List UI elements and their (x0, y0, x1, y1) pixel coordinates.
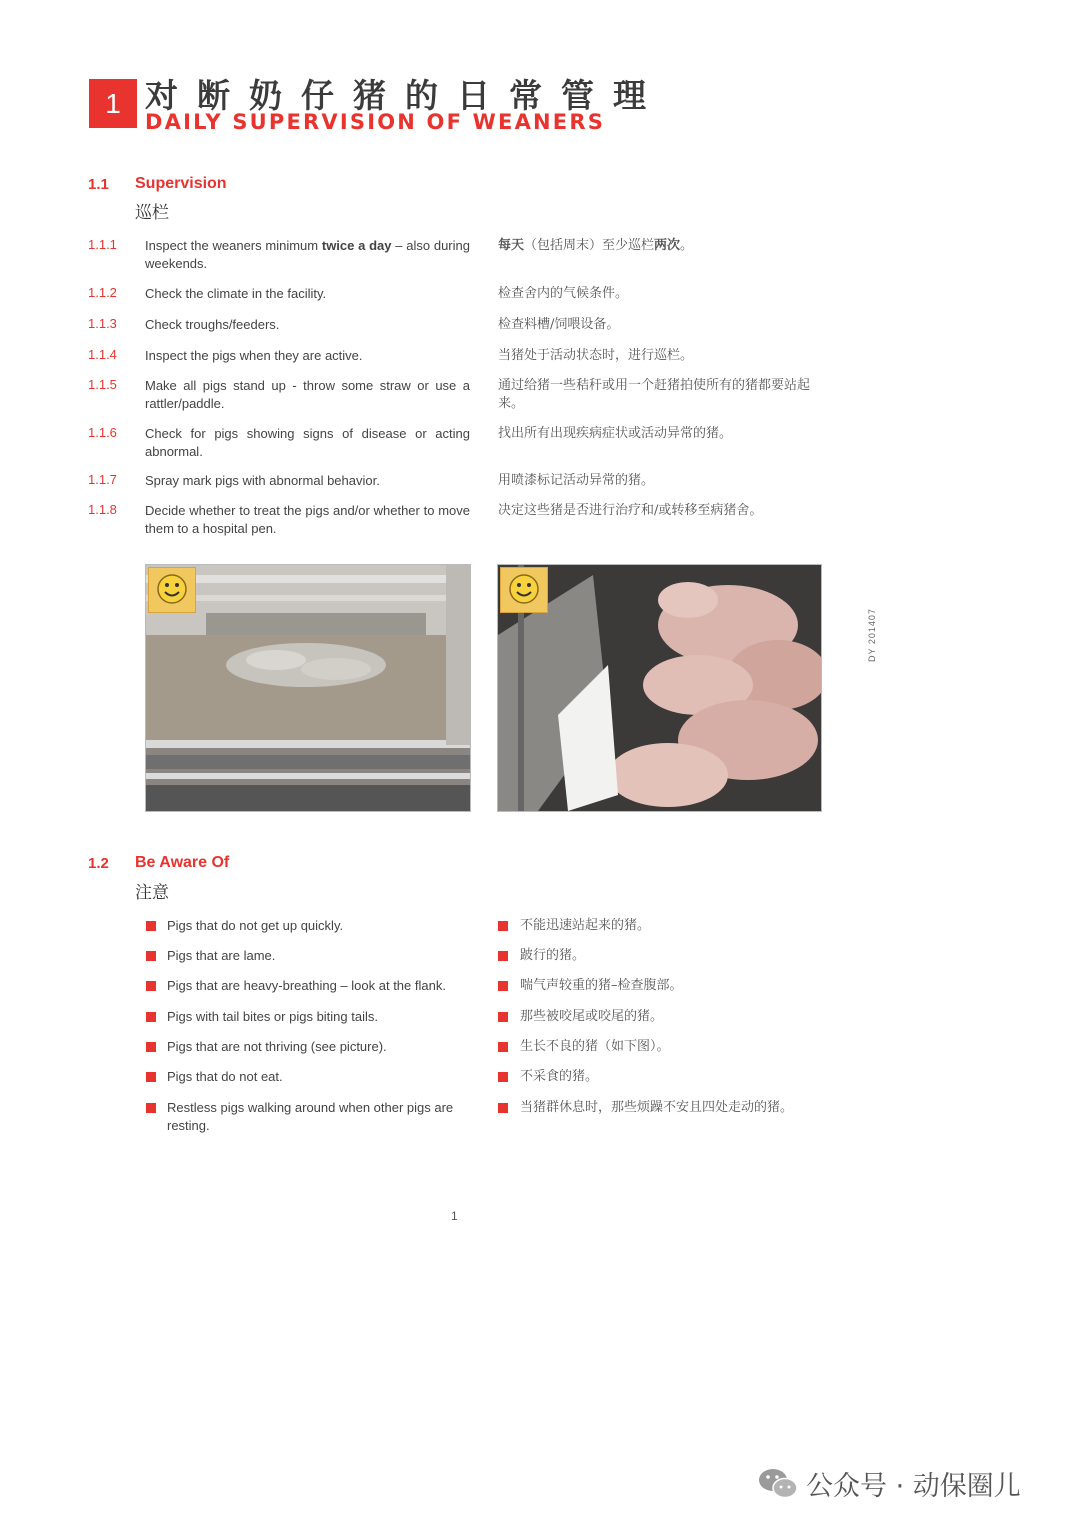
bullet-square-icon (498, 1103, 508, 1113)
photo-weaner-pen-active (497, 564, 822, 812)
item-text-en: Make all pigs stand up - throw some straw or use a rattler/paddle. (145, 378, 470, 411)
item-number: 1.1.8 (88, 502, 117, 517)
item-text-cn: 当猪处于活动状态时，进行巡栏。 (498, 348, 694, 363)
section-2-title-en: Be Aware Of (135, 854, 230, 871)
smiley-icon (148, 567, 196, 613)
item-text-en: Spray mark pigs with abnormal behavior. (145, 473, 380, 488)
section-1-title-cn: 巡栏 (135, 203, 169, 223)
item-text-cn: 找出所有出现疾病症状或活动异常的猪。 (498, 426, 733, 441)
section-1-title-en: Supervision (135, 175, 227, 192)
item-text-cn: 每天（包括周末）至少巡栏两次。 (498, 238, 694, 253)
bullet-text-en: Pigs that do not eat. (167, 1069, 283, 1084)
item-text-en: Check for pigs showing signs of disease or acting abnormal. (145, 426, 470, 459)
bullet-square-icon (146, 981, 156, 991)
item-text-cn: 用喷漆标记活动异常的猪。 (498, 473, 655, 488)
bullet-square-icon (146, 1012, 156, 1022)
item-number: 1.1.3 (88, 316, 117, 331)
bullet-square-icon (146, 1072, 156, 1082)
bullet-text-en: Pigs that are heavy-breathing – look at the flank. (167, 978, 446, 993)
bullet-text-en: Restless pigs walking around when other pigs are resting. (167, 1100, 454, 1133)
bullet-square-icon (146, 1103, 156, 1113)
wechat-icon (758, 1467, 798, 1501)
bullet-text-en: Pigs that are not thriving (see picture). (167, 1039, 387, 1054)
document-code: DY 201407 (866, 608, 877, 662)
bullet-text-cn: 不能迅速站起来的猪。 (520, 918, 651, 933)
bullet-text-cn: 喘气声较重的猪–检查腹部。 (520, 978, 683, 993)
watermark (758, 1464, 1021, 1503)
watermark-text: 公众号 · 动保圈儿 (806, 1471, 1021, 1502)
item-number: 1.1.7 (88, 472, 117, 487)
bullet-square-icon (498, 921, 508, 931)
item-number: 1.1.2 (88, 285, 117, 300)
bullet-text-en: Pigs with tail bites or pigs biting tails. (167, 1009, 378, 1024)
item-number: 1.1.6 (88, 425, 117, 440)
bullet-square-icon (498, 981, 508, 991)
bullet-text-cn: 不采食的猪。 (520, 1069, 599, 1084)
item-text-cn: 检查料槽/饲喂设备。 (498, 317, 620, 332)
bullet-square-icon (146, 951, 156, 961)
bullet-text-cn: 当猪群休息时，那些烦躁不安且四处走动的猪。 (520, 1100, 794, 1115)
chapter-number-box: 1 (89, 79, 137, 128)
bullet-text-cn: 那些被咬尾或咬尾的猪。 (520, 1009, 664, 1024)
chapter-title-cn: 对断奶仔猪的日常管理 (145, 76, 665, 115)
bullet-square-icon (498, 1012, 508, 1022)
item-text-en: Check troughs/feeders. (145, 317, 280, 332)
item-number: 1.1.1 (88, 237, 117, 252)
bullet-square-icon (498, 1072, 508, 1082)
item-text-en: Check the climate in the facility. (145, 286, 327, 301)
item-text-en: Inspect the weaners minimum twice a day – also during weekends. (145, 238, 470, 271)
section-1-number: 1.1 (88, 176, 109, 193)
section-2-title-cn: 注意 (135, 883, 169, 903)
bullet-text-en: Pigs that are lame. (167, 948, 276, 963)
item-text-cn: 检查舍内的气候条件。 (498, 286, 629, 301)
bullet-text-en: Pigs that do not get up quickly. (167, 918, 344, 933)
item-number: 1.1.5 (88, 377, 117, 392)
item-text-en: Decide whether to treat the pigs and/or whether to move them to a hospital pen. (145, 503, 470, 536)
bullet-text-cn: 跛行的猪。 (520, 948, 586, 963)
bullet-square-icon (146, 921, 156, 931)
item-text-cn: 通过给猪一些秸秆或用一个赶猪拍使所有的猪都要站起来。 (498, 378, 811, 411)
photo-weaner-pen-resting (145, 564, 471, 812)
bullet-square-icon (498, 951, 508, 961)
bullet-text-cn: 生长不良的猪（如下图）。 (520, 1039, 670, 1054)
item-number: 1.1.4 (88, 347, 117, 362)
item-text-en: Inspect the pigs when they are active. (145, 348, 363, 363)
chapter-title-en: DAILY SUPERVISION OF WEANERS (145, 110, 606, 134)
section-2-number: 1.2 (88, 855, 109, 872)
item-text-cn: 决定这些猪是否进行治疗和/或转移至病猪舍。 (498, 503, 763, 518)
smiley-icon (500, 567, 548, 613)
bullet-square-icon (498, 1042, 508, 1052)
page-number: 1 (451, 1209, 458, 1223)
bullet-square-icon (146, 1042, 156, 1052)
